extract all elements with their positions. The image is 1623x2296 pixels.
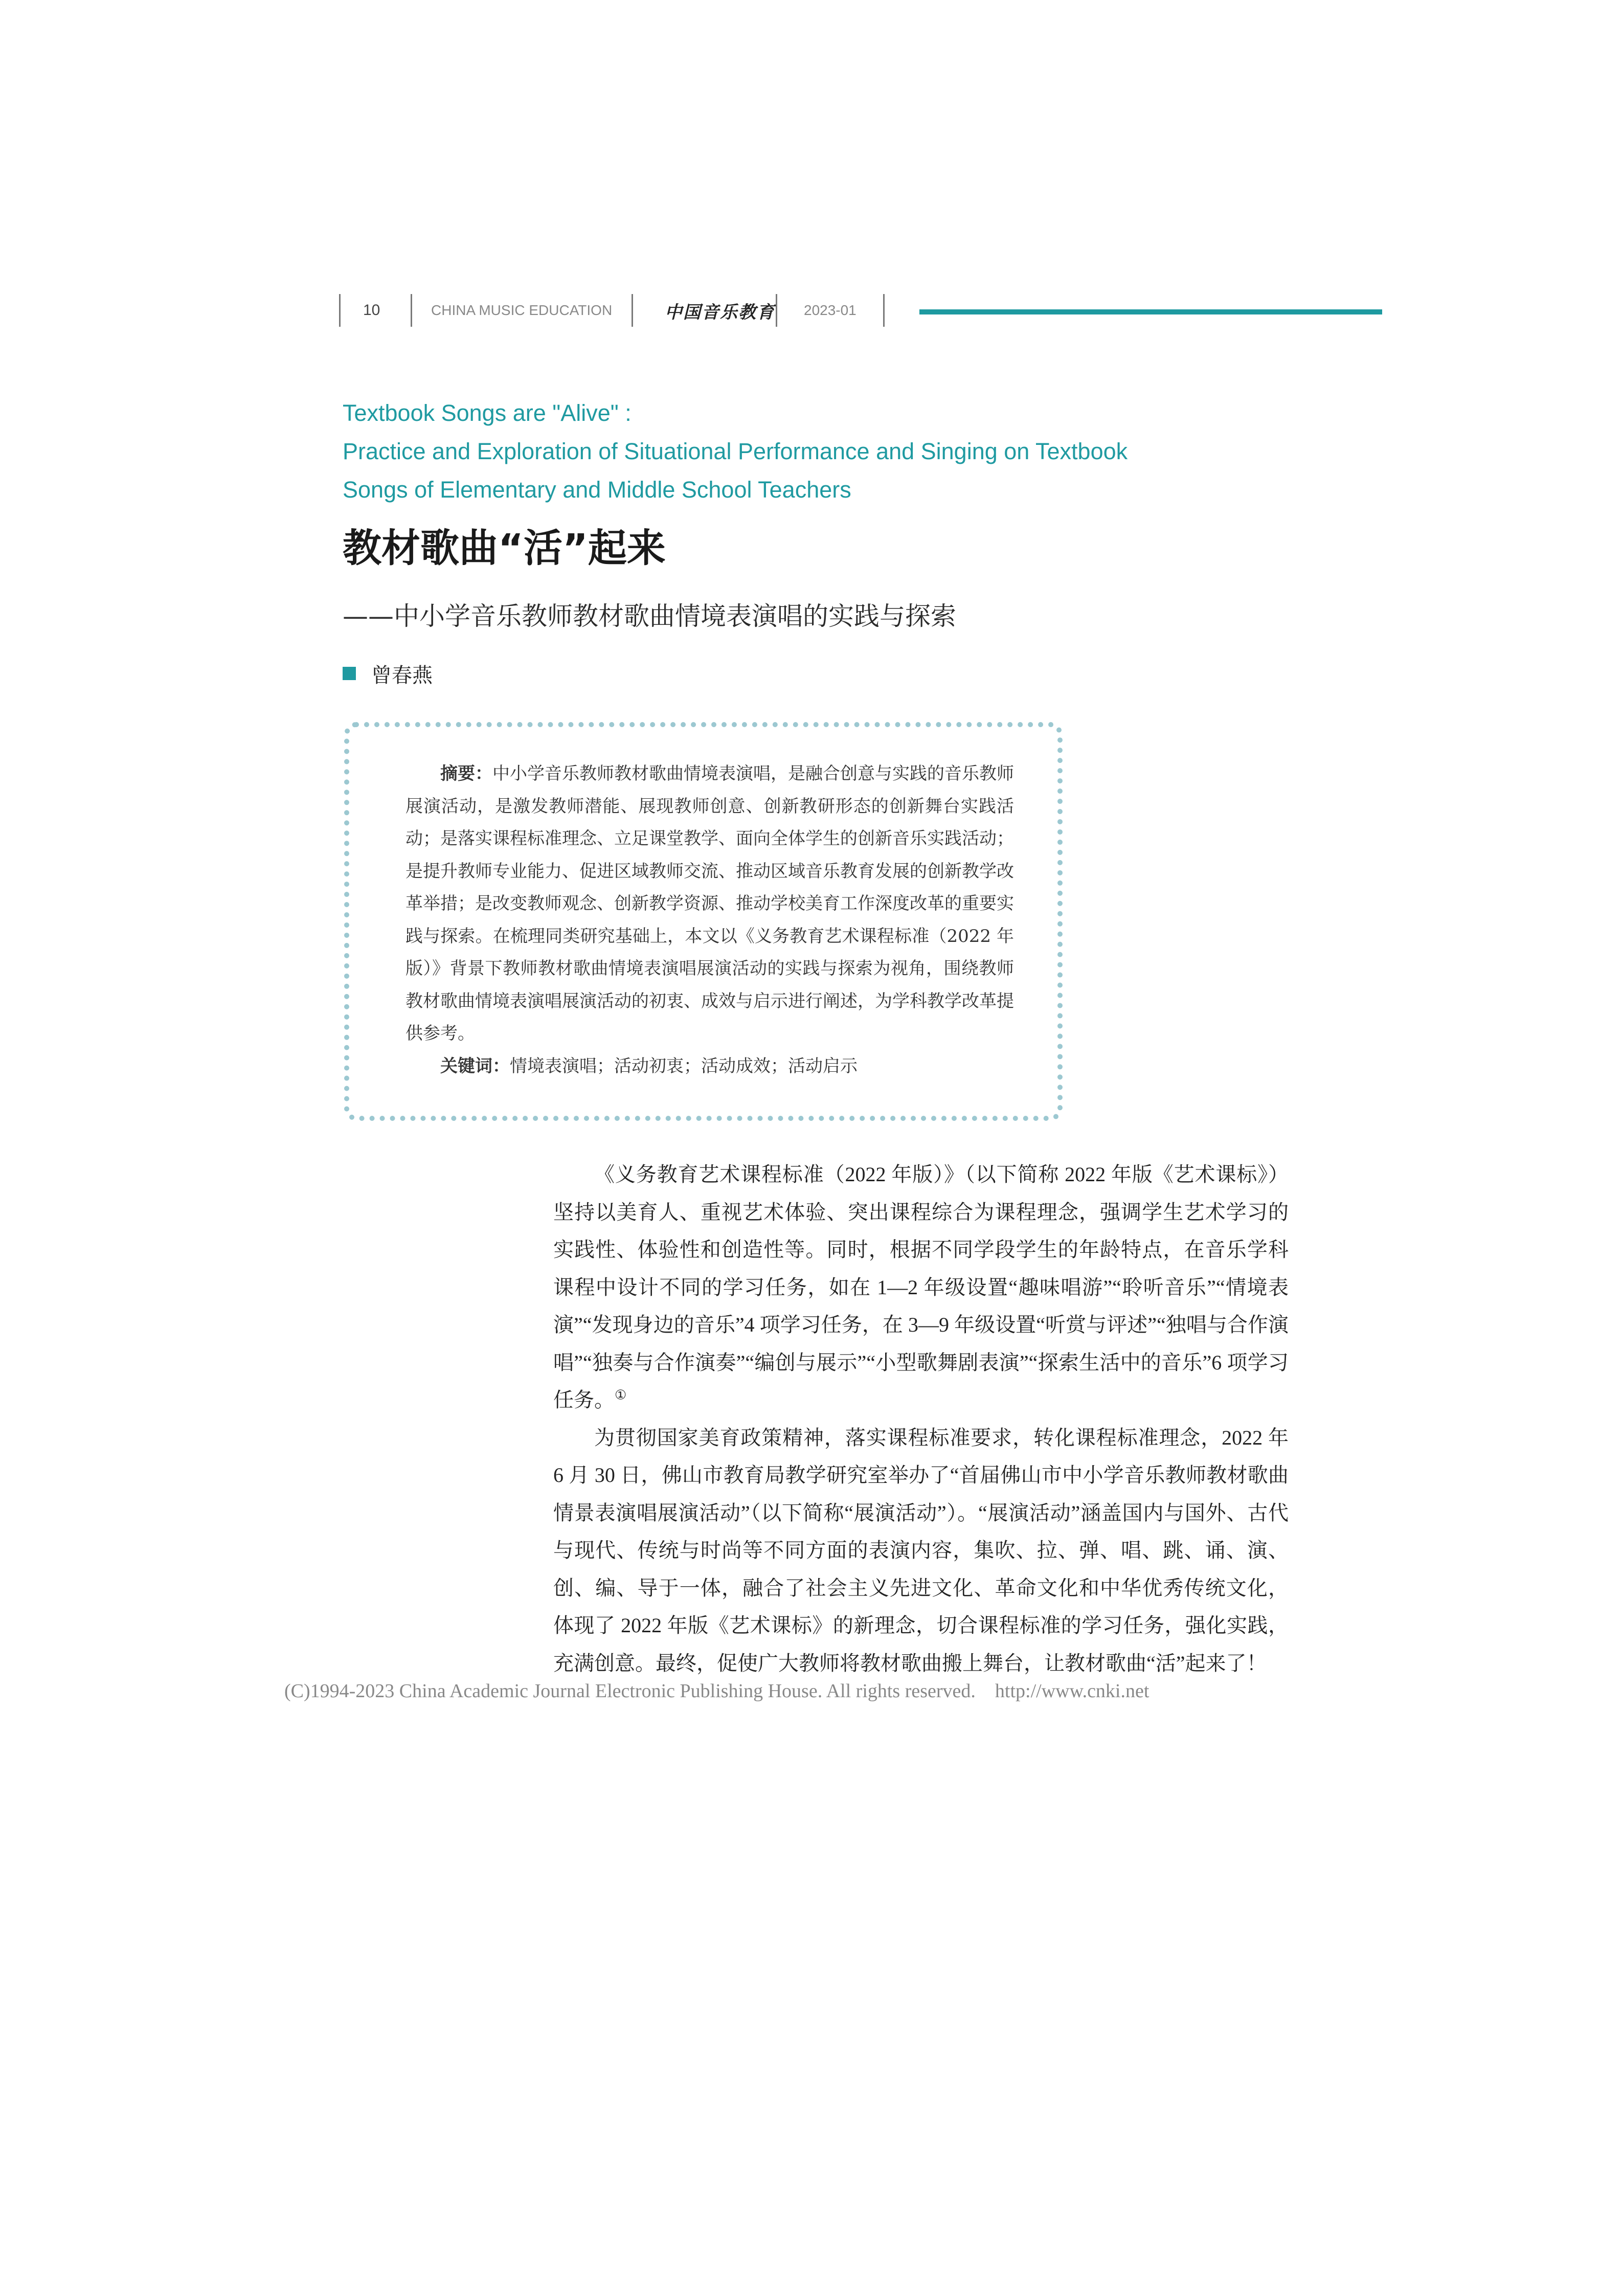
abstract-content bbox=[405, 758, 1014, 1083]
chinese-subtitle: ——中小学音乐教师教材歌曲情境表演唱的实践与探索 bbox=[343, 601, 956, 631]
journal-logo: 中国音乐教育 bbox=[665, 302, 775, 323]
header-divider bbox=[883, 294, 885, 327]
footer-url: http://www.cnki.net bbox=[995, 1680, 1149, 1702]
issue-number: 2023-01 bbox=[804, 302, 856, 318]
body-paragraph bbox=[553, 1419, 1289, 1682]
journal-name-en: CHINA MUSIC EDUCATION bbox=[431, 302, 613, 318]
article-body bbox=[553, 1156, 1289, 1682]
header-divider bbox=[632, 294, 633, 327]
abstract-text: 中小学音乐教师教材歌曲情境表演唱，是融合创意与实践的音乐教师展演活动，是激发教师潜能、展现教师创意、创新教研形态的创新舞台实践活动；是落实课程标准理念、立足课堂教学、面向全体学生的创新音乐实践活动；是提升教师专业能力、促进区域教师交流、推动区域音乐教育发展的创新教学改革举措；是改变教师观念、创新教学资源、推动学校美育工作深度改革的重要实践与探索。在梳理同类研究基础上，本文以《义务教育艺术课程标准（2022 年版）》背景下教师教材歌曲情境表演唱展演活动的实践与探索为视角，围绕教师教材歌曲情境表演唱展演活动的初衷、成效与启示进行阐述，为学科教学改革提供参考。 bbox=[405, 763, 1014, 1044]
english-title-line: Textbook Songs are "Alive" : bbox=[343, 400, 632, 426]
body-paragraph-text: 《义务教育艺术课程标准（2022 年版）》（以下简称 2022 年版《艺术课标》）坚持以美育人、重视艺术体验、突出课程综合为课程理念，强调学生艺术学习的实践性、体验性和创造性等。同时，根据不同学段学生的年龄特点，在音乐学科课程中设计不同的学习任务，如在 1—2 年级设置“趣味唱游”“聆听音乐”“情境表演”“发现身边的音乐”4 项学习任务，在 3—9 年级设置“听赏与评述”“独唱与合作演唱”“独奏与合作演奏”“编创与展示”“小型歌舞剧表演”“探索生活中的音乐”6 项学习任务。 bbox=[553, 1163, 1289, 1411]
page-number: 10 bbox=[363, 302, 380, 319]
author-name: 曾春燕 bbox=[371, 663, 433, 687]
author-marker bbox=[343, 667, 356, 680]
header-accent-bar bbox=[919, 309, 1382, 314]
english-title-line: Songs of Elementary and Middle School Teachers bbox=[343, 477, 851, 503]
author-line bbox=[343, 657, 433, 690]
copyright-text: (C)1994-2023 China Academic Journal Electronic Publishing House. All rights reserved. bbox=[284, 1680, 976, 1702]
body-paragraph-text: 为贯彻国家美育政策精神，落实课程标准要求，转化课程标准理念，2022 年 6 月 30 日，佛山市教育局教学研究室举办了“首届佛山市中小学音乐教师教材歌曲情景表演唱展演活动”（以下简称“展演活动”）。“展演活动”涵盖国内与国外、古代与现代、传统与时尚等不同方面的表演内容，集吹、拉、弹、唱、跳、诵、演、创、编、导于一体，融合了社会主义先进文化、革命文化和中华优秀传统文化，体现了 2022 年版《艺术课标》的新理念，切合课程标准的学习任务，强化实践，充满创意。最终，促使广大教师将教材歌曲搬上舞台，让教材歌曲“活”起来了！ bbox=[553, 1426, 1289, 1675]
chinese-title: 教材歌曲“活”起来 bbox=[343, 525, 666, 571]
english-title bbox=[343, 394, 1128, 509]
footnote-marker: ① bbox=[615, 1387, 627, 1403]
english-title-line: Practice and Exploration of Situational Performance and Singing on Textbook bbox=[343, 438, 1128, 464]
abstract-box bbox=[344, 722, 1063, 1121]
keywords-text: 情境表演唱；活动初衷；活动成效；活动启示 bbox=[510, 1055, 858, 1076]
keywords-label: 关键词： bbox=[440, 1055, 510, 1076]
body-paragraph bbox=[553, 1156, 1289, 1419]
header-divider bbox=[411, 294, 412, 327]
header-divider bbox=[776, 294, 777, 327]
keywords-paragraph bbox=[405, 1050, 1014, 1083]
header-divider bbox=[339, 294, 341, 327]
abstract-paragraph bbox=[405, 758, 1014, 1050]
running-header bbox=[0, 294, 1623, 335]
abstract-label: 摘要： bbox=[440, 763, 492, 784]
copyright-footer bbox=[284, 1678, 1149, 1704]
